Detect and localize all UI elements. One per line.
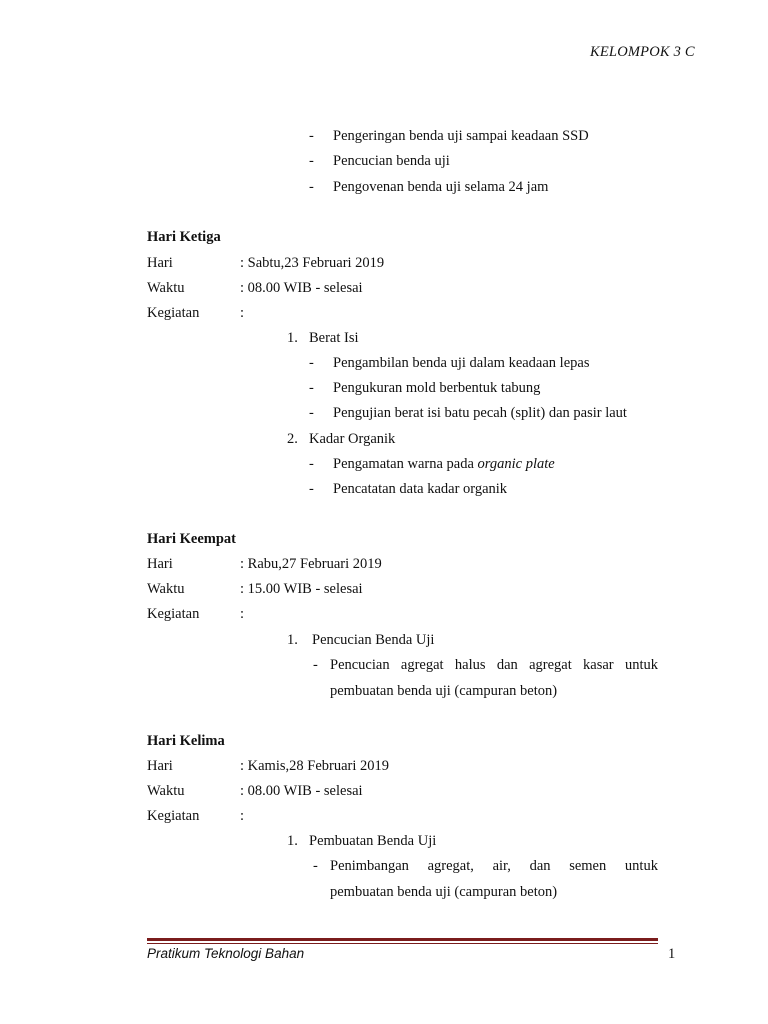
bullet-dash: - — [309, 355, 314, 371]
bullet-item — [333, 456, 555, 473]
bullet-dash: - — [309, 153, 314, 169]
item-number: 1. — [287, 632, 298, 648]
label-waktu: Waktu — [147, 581, 185, 597]
bullet-dash: - — [313, 858, 318, 874]
bullet-item: Pencatatan data kadar organik — [333, 481, 508, 497]
page-number: 1 — [668, 946, 676, 962]
footer-rule-thin — [147, 943, 658, 944]
label-kegiatan: Kegiatan — [147, 305, 200, 321]
item-label: Berat Isi — [309, 330, 359, 346]
kegiatan-colon: : — [240, 606, 245, 622]
label-waktu: Waktu — [147, 280, 185, 296]
item-number: 2. — [287, 431, 298, 447]
word: air, — [492, 858, 511, 874]
word: Penimbangan — [330, 858, 409, 874]
bullet-item: Pengujian berat isi batu pecah (split) dan pasir laut — [333, 405, 627, 421]
label-hari: Hari — [147, 255, 173, 271]
item-label: Kadar Organik — [309, 431, 396, 447]
bullet-dash: - — [313, 657, 318, 673]
footer-rule-thick — [147, 938, 658, 941]
label-hari: Hari — [147, 758, 173, 774]
word: semen — [569, 858, 607, 874]
continuation-line: pembuatan benda uji (campuran beton) — [330, 884, 558, 900]
day3-waktu-value: : 08.00 WIB - selesai — [240, 280, 363, 296]
bullet-dash: - — [309, 481, 314, 497]
kegiatan-colon: : — [240, 808, 245, 824]
page-header: KELOMPOK 3 C — [590, 44, 695, 60]
item-number: 1. — [287, 330, 298, 346]
word: kasar — [583, 657, 614, 673]
label-kegiatan: Kegiatan — [147, 808, 200, 824]
bullet-dash: - — [309, 456, 314, 472]
footer-title: Pratikum Teknologi Bahan — [147, 946, 305, 961]
word: untuk — [624, 858, 658, 874]
word: untuk — [624, 657, 658, 673]
label-waktu: Waktu — [147, 783, 185, 799]
day5-hari-value: : Kamis,28 Februari 2019 — [240, 758, 390, 774]
word: agregat — [400, 657, 444, 673]
day3-heading: Hari Ketiga — [147, 229, 221, 245]
bullet-italic-text: organic plate — [477, 456, 555, 472]
day5-heading: Hari Kelima — [147, 733, 225, 749]
item-number: 1. — [287, 833, 298, 849]
word: agregat — [529, 657, 572, 673]
label-hari: Hari — [147, 556, 173, 572]
label-kegiatan: Kegiatan — [147, 606, 200, 622]
day5-waktu-value: : 08.00 WIB - selesai — [240, 783, 363, 799]
bullet-item: Pengukuran mold berbentuk tabung — [333, 380, 541, 396]
bullet-dash: - — [309, 128, 314, 144]
bullet-dash: - — [309, 405, 314, 421]
bullet-text: Pengamatan warna pada — [333, 456, 478, 472]
bullet-item: Pengambilan benda uji dalam keadaan lepas — [333, 355, 590, 371]
bullet-item: Pencucian benda uji — [333, 153, 450, 169]
day4-waktu-value: : 15.00 WIB - selesai — [240, 581, 363, 597]
item-label: Pembuatan Benda Uji — [309, 833, 437, 849]
day4-heading: Hari Keempat — [147, 531, 236, 547]
word: agregat, — [427, 858, 474, 874]
justified-line — [330, 657, 658, 674]
word: dan — [529, 858, 551, 874]
bullet-item: Pengeringan benda uji sampai keadaan SSD — [333, 128, 589, 144]
continuation-line: pembuatan benda uji (campuran beton) — [330, 683, 558, 699]
justified-line — [330, 858, 658, 875]
bullet-item: Pengovenan benda uji selama 24 jam — [333, 179, 549, 195]
word: halus — [454, 657, 486, 673]
bullet-dash: - — [309, 380, 314, 396]
day4-hari-value: : Rabu,27 Februari 2019 — [240, 556, 382, 572]
bullet-dash: - — [309, 179, 314, 195]
item-label: Pencucian Benda Uji — [312, 632, 435, 648]
word: dan — [496, 657, 518, 673]
day3-hari-value: : Sabtu,23 Februari 2019 — [240, 255, 385, 271]
word: Pencucian — [330, 657, 390, 673]
kegiatan-colon: : — [240, 305, 245, 321]
